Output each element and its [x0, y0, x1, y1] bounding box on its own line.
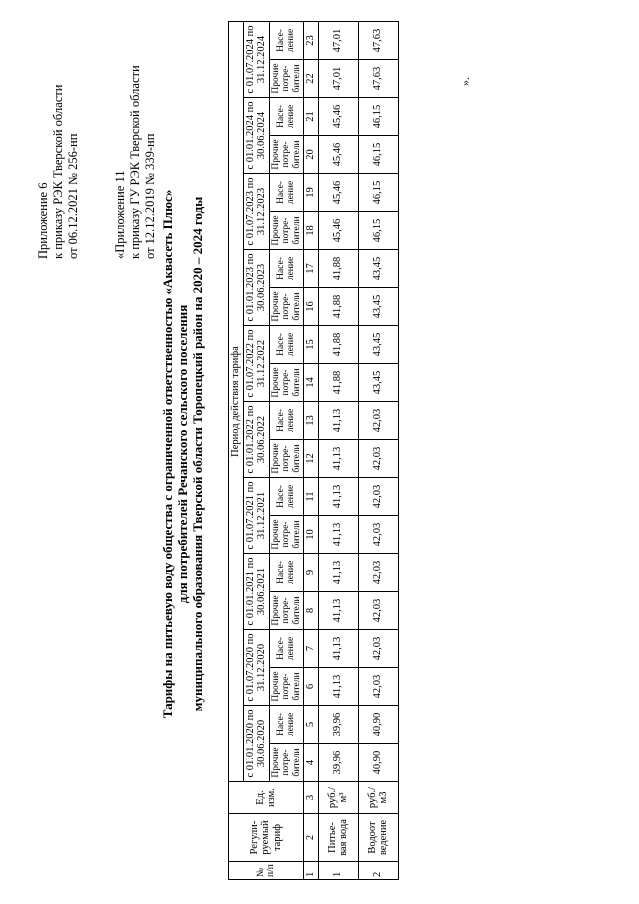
tariff-value-cell: 40,90 — [358, 706, 398, 744]
tariff-value-cell: 41,13 — [318, 554, 358, 592]
tariff-value-cell: 41,13 — [318, 516, 358, 554]
tariff-value-cell: 42,03 — [358, 478, 398, 516]
tariff-value-cell: 41,13 — [318, 668, 358, 706]
period-cell: с 01.01.2024 по 30.06.2024 — [243, 98, 269, 174]
tariff-value-cell: 47,01 — [318, 60, 358, 98]
column-number: 7 — [304, 630, 319, 668]
column-number: 3 — [304, 782, 319, 814]
tariff-value-cell: 41,88 — [318, 364, 358, 402]
previous-appendix-reference — [113, 19, 158, 259]
tariff-value-cell: 42,03 — [358, 516, 398, 554]
header-row-dates — [243, 21, 269, 879]
tariff-value-cell: 46,15 — [358, 212, 398, 250]
subheader-population: Насе-ление — [269, 21, 304, 59]
tariff-value-cell: 41,88 — [318, 326, 358, 364]
tariff-value-cell: 41,13 — [318, 592, 358, 630]
tariff-value-cell: 42,03 — [358, 440, 398, 478]
subheader-other-consumers: Прочие потре-бители — [269, 212, 304, 250]
column-number: 18 — [304, 212, 319, 250]
subheader-other-consumers: Прочие потре-бители — [269, 440, 304, 478]
tariff-value-cell: 41,88 — [318, 250, 358, 288]
row-tariff-name: Питье-вая вода — [318, 814, 358, 862]
subheader-other-consumers: Прочие потре-бители — [269, 744, 304, 782]
period-cell: с 01.07.2022 по 31.12.2022 — [243, 326, 269, 402]
period-cell: с 01.07.2023 по 31.12.2023 — [243, 174, 269, 250]
row-unit: руб./м³ — [318, 782, 358, 814]
tariff-value-cell: 45,46 — [318, 212, 358, 250]
tariff-value-cell: 41,13 — [318, 440, 358, 478]
column-number: 23 — [304, 21, 319, 59]
previous-line: от 12.12.2019 № 339-нп — [143, 133, 157, 259]
subheader-population: Насе-ление — [269, 326, 304, 364]
tariff-value-cell: 42,03 — [358, 630, 398, 668]
tariff-value-cell: 41,13 — [318, 630, 358, 668]
subheader-other-consumers: Прочие потре-бители — [269, 668, 304, 706]
header-number: № п/п — [229, 862, 304, 880]
subheader-population: Насе-ление — [269, 98, 304, 136]
period-cell: с 01.01.2020 по 30.06.2020 — [243, 706, 269, 782]
subheader-other-consumers: Прочие потре-бители — [269, 516, 304, 554]
subheader-other-consumers: Прочие потре-бители — [269, 136, 304, 174]
column-number: 6 — [304, 668, 319, 706]
header-row-period — [229, 21, 244, 879]
appendix-reference — [36, 19, 81, 259]
column-number: 16 — [304, 288, 319, 326]
tariff-value-cell: 46,15 — [358, 174, 398, 212]
header-period: Период действия тарифа — [229, 21, 244, 781]
table-row — [318, 21, 358, 879]
tariff-value-cell: 45,46 — [318, 98, 358, 136]
subheader-other-consumers: Прочие потре-бители — [269, 364, 304, 402]
subheader-population: Насе-ление — [269, 250, 304, 288]
period-cell: с 01.07.2020 по 31.12.2020 — [243, 630, 269, 706]
subheader-population: Насе-ление — [269, 402, 304, 440]
row-tariff-name: Водоот ведение — [358, 814, 398, 862]
period-cell: с 01.01.2023 по 30.06.2023 — [243, 250, 269, 326]
tariff-value-cell: 47,63 — [358, 21, 398, 59]
tariff-value-cell: 41,13 — [318, 402, 358, 440]
tariff-value-cell: 42,03 — [358, 402, 398, 440]
tariff-value-cell: 40,90 — [358, 744, 398, 782]
closing-quote: ». — [458, 77, 472, 86]
column-number: 9 — [304, 554, 319, 592]
subheader-population: Насе-ление — [269, 174, 304, 212]
period-cell: с 01.01.2022 по 30.06.2022 — [243, 402, 269, 478]
appendix-line: к приказу РЭК Тверской области — [51, 84, 65, 259]
tariff-value-cell: 42,03 — [358, 554, 398, 592]
column-number: 5 — [304, 706, 319, 744]
document-title — [160, 84, 205, 824]
column-number: 12 — [304, 440, 319, 478]
period-cell: с 01.07.2021 по 31.12.2021 — [243, 478, 269, 554]
column-number: 22 — [304, 60, 319, 98]
tariff-value-cell: 43,45 — [358, 250, 398, 288]
subheader-population: Насе-ление — [269, 478, 304, 516]
tariff-value-cell: 45,46 — [318, 136, 358, 174]
column-number: 8 — [304, 592, 319, 630]
column-number: 15 — [304, 326, 319, 364]
row-number: 1 — [318, 862, 358, 880]
column-number: 11 — [304, 478, 319, 516]
tariff-value-cell: 42,03 — [358, 668, 398, 706]
title-line: Тарифы на питьевую воду обществa с ограниченной ответственностью «Аквасеть Плюс» — [160, 189, 175, 719]
tariff-value-cell: 43,45 — [358, 326, 398, 364]
row-number: 2 — [358, 862, 398, 880]
column-number: 20 — [304, 136, 319, 174]
tariff-value-cell: 43,45 — [358, 288, 398, 326]
subheader-population: Насе-ление — [269, 554, 304, 592]
subheader-other-consumers: Прочие потре-бители — [269, 592, 304, 630]
tariff-value-cell: 41,13 — [318, 478, 358, 516]
tariff-value-cell: 41,88 — [318, 288, 358, 326]
header-tariff: Регули-руемый тариф — [229, 814, 304, 862]
previous-line: к приказу ГУ РЭК Тверской области — [128, 65, 142, 259]
tariff-value-cell: 43,45 — [358, 364, 398, 402]
table-row — [358, 21, 398, 879]
column-number: 14 — [304, 364, 319, 402]
header-unit: Ед. изм. — [229, 782, 304, 814]
tariff-value-cell: 46,15 — [358, 98, 398, 136]
tariff-value-cell: 39,96 — [318, 706, 358, 744]
column-number: 1 — [304, 862, 319, 880]
column-number: 13 — [304, 402, 319, 440]
column-number: 19 — [304, 174, 319, 212]
column-number: 10 — [304, 516, 319, 554]
appendix-line: Приложение 6 — [36, 182, 50, 259]
tariff-value-cell: 47,01 — [318, 21, 358, 59]
header-row-consumers — [269, 21, 304, 879]
subheader-other-consumers: Прочие потре-бители — [269, 288, 304, 326]
subheader-population: Насе-ление — [269, 630, 304, 668]
row-unit: руб./м3 — [358, 782, 398, 814]
tariff-value-cell: 46,15 — [358, 136, 398, 174]
column-numbers-row — [304, 21, 319, 879]
title-line: для потребителей Речанского сельского поселения — [175, 304, 190, 604]
column-number: 17 — [304, 250, 319, 288]
tariff-value-cell: 39,96 — [318, 744, 358, 782]
tariff-value-cell: 45,46 — [318, 174, 358, 212]
tariff-value-cell: 42,03 — [358, 592, 398, 630]
previous-line: «Приложение 11 — [113, 170, 127, 259]
title-line: муниципального образования Тверской области Торопецкий район на 2020 – 2024 годы — [190, 196, 205, 712]
period-cell: с 01.01.2021 по 30.06.2021 — [243, 554, 269, 630]
subheader-population: Насе-ление — [269, 706, 304, 744]
column-number: 2 — [304, 814, 319, 862]
tariff-value-cell: 47,63 — [358, 60, 398, 98]
tariff-table — [228, 21, 399, 880]
period-cell: с 01.07.2024 по 31.12.2024 — [243, 21, 269, 97]
subheader-other-consumers: Прочие потре-бители — [269, 60, 304, 98]
appendix-line: от 06.12.2021 № 256-нп — [66, 133, 80, 259]
column-number: 4 — [304, 744, 319, 782]
column-number: 21 — [304, 98, 319, 136]
